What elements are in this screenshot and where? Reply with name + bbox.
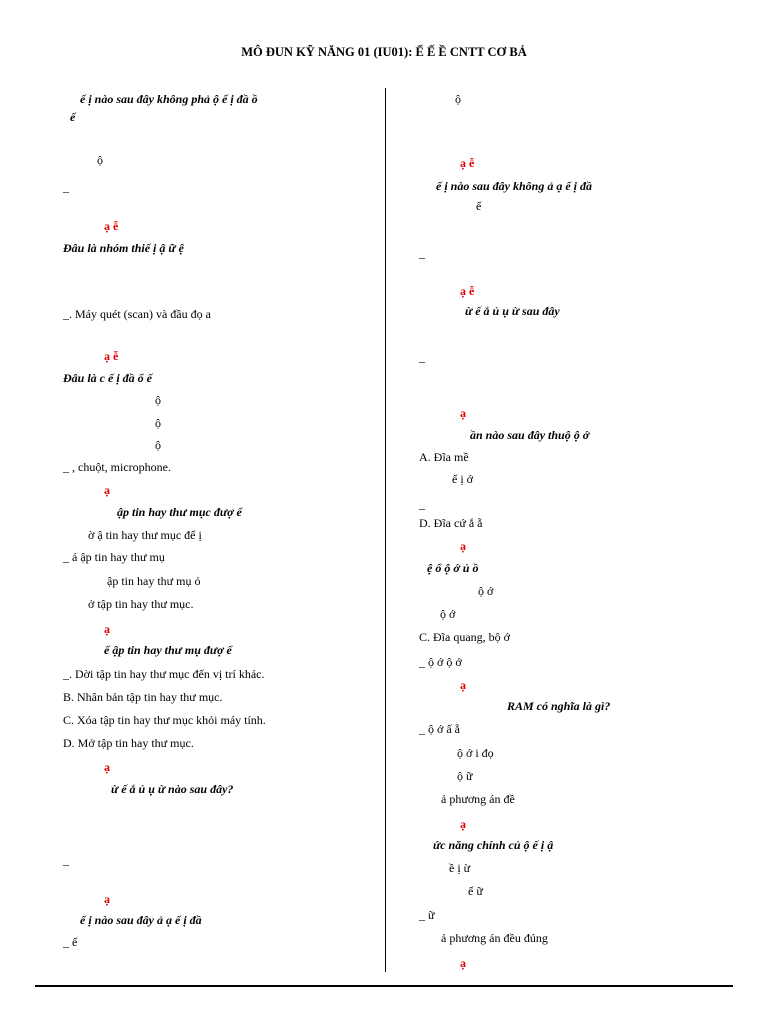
right-line: ế ị nào sau đây không ả ạ ế ị đầ <box>436 179 593 193</box>
left-line: ở tập tin hay thư mục. <box>88 597 194 611</box>
right-line: ộ ớ i đọ <box>457 746 494 760</box>
right-line: ế <box>476 199 482 213</box>
left-line: ế <box>70 110 76 124</box>
left-line: ế ị nào sau đây ả ạ ế ị đầ <box>80 913 202 927</box>
right-line: ế ị ớ <box>452 472 474 486</box>
right-line: ạ <box>460 678 466 692</box>
left-line: ộ <box>155 438 161 452</box>
left-line: ộ <box>155 416 161 430</box>
right-line: C. Đĩa quang, bộ ớ <box>419 630 511 644</box>
left-line: _ , chuột, microphone. <box>63 460 171 474</box>
right-line: ộ ớ <box>478 584 494 598</box>
right-line: _ ộ ớ ấ ẵ <box>419 722 460 736</box>
left-line: ạ ễ <box>104 219 119 233</box>
left-line: C. Xóa tập tin hay thư mục khỏi máy tính. <box>63 713 266 727</box>
left-line: ừ ế ắ ủ ụ ừ nào sau đây? <box>111 782 234 796</box>
left-line: ế ập tin hay thư mụ đượ ể <box>104 643 232 657</box>
right-line: ộ ớ <box>440 607 456 621</box>
right-line: ạ <box>460 817 466 831</box>
right-line: ạ <box>460 539 466 553</box>
left-line: B. Nhân bản tập tin hay thư mục. <box>63 690 223 704</box>
left-line: ạ <box>104 483 110 497</box>
right-line: ệ ổ ộ ớ ủ ồ <box>427 561 479 575</box>
right-line: _ <box>419 246 425 260</box>
right-line: ả phương án đề <box>441 792 515 806</box>
left-line: _. Dời tập tin hay thư mục đến vị trí khác. <box>63 667 265 681</box>
right-line: ộ ữ <box>457 769 473 783</box>
left-line: _. Máy quét (scan) và đầu đọ a <box>63 307 211 321</box>
column-divider <box>385 88 386 972</box>
right-line: ộ <box>455 92 461 106</box>
right-line: ạ ễ <box>460 156 475 170</box>
footer-rule <box>35 985 733 987</box>
right-line: ề ị ừ <box>449 861 471 875</box>
right-line: ức năng chính củ ộ ế ị ậ <box>433 838 554 852</box>
right-line: ế ữ <box>468 884 483 898</box>
left-line: ập tin hay thư mục đượ ể <box>117 505 242 519</box>
right-line: D. Đĩa cứ ắ ẵ <box>419 516 483 530</box>
left-line: ạ <box>104 760 110 774</box>
left-line: ạ <box>104 622 110 636</box>
right-line: _ <box>419 350 425 364</box>
left-line: Đâu là c ế ị đầ ổ ế <box>63 371 152 385</box>
left-line: _ <box>63 853 69 867</box>
left-line: ạ ễ <box>104 349 119 363</box>
left-line: Đâu là nhóm thiế ị ậ ữ ệ <box>63 241 184 255</box>
right-line: ừ ế ắ ủ ụ ừ sau đây <box>465 304 560 318</box>
left-line: ờ ậ tin hay thư mục để ị <box>88 528 202 542</box>
left-line: D. Mở tập tin hay thư mục. <box>63 736 194 750</box>
right-line: _ <box>419 497 425 511</box>
left-line: ế ị nào sau đây không phả ộ ế ị đầ ồ <box>80 92 258 106</box>
page-title: MÔ ĐUN KỸ NĂNG 01 (IU01): Ế Ế Ề CNTT CƠ BẢ <box>241 45 527 59</box>
right-line: ạ <box>460 406 466 420</box>
left-line: ập tin hay thư mụ ỏ <box>107 574 201 588</box>
right-line: _ ộ ớ ộ ớ <box>419 655 462 669</box>
left-line: ạ <box>104 892 110 906</box>
right-line: ạ ễ <box>460 284 475 298</box>
left-line: _ á ập tin hay thư mụ <box>63 550 165 564</box>
right-line: ả phương án đều đúng <box>441 931 548 945</box>
right-line: ần nào sau đây thuộ ộ ớ <box>470 428 590 442</box>
left-line: _ <box>63 180 69 194</box>
right-line: ạ <box>460 956 466 970</box>
right-line: A. Đĩa mề <box>419 450 469 464</box>
left-line: ộ <box>155 393 161 407</box>
right-line: RAM có nghĩa là gì? <box>507 699 611 713</box>
right-line: _ ữ <box>419 908 435 922</box>
left-line: ộ <box>97 153 103 167</box>
left-line: _ ế <box>63 935 78 949</box>
